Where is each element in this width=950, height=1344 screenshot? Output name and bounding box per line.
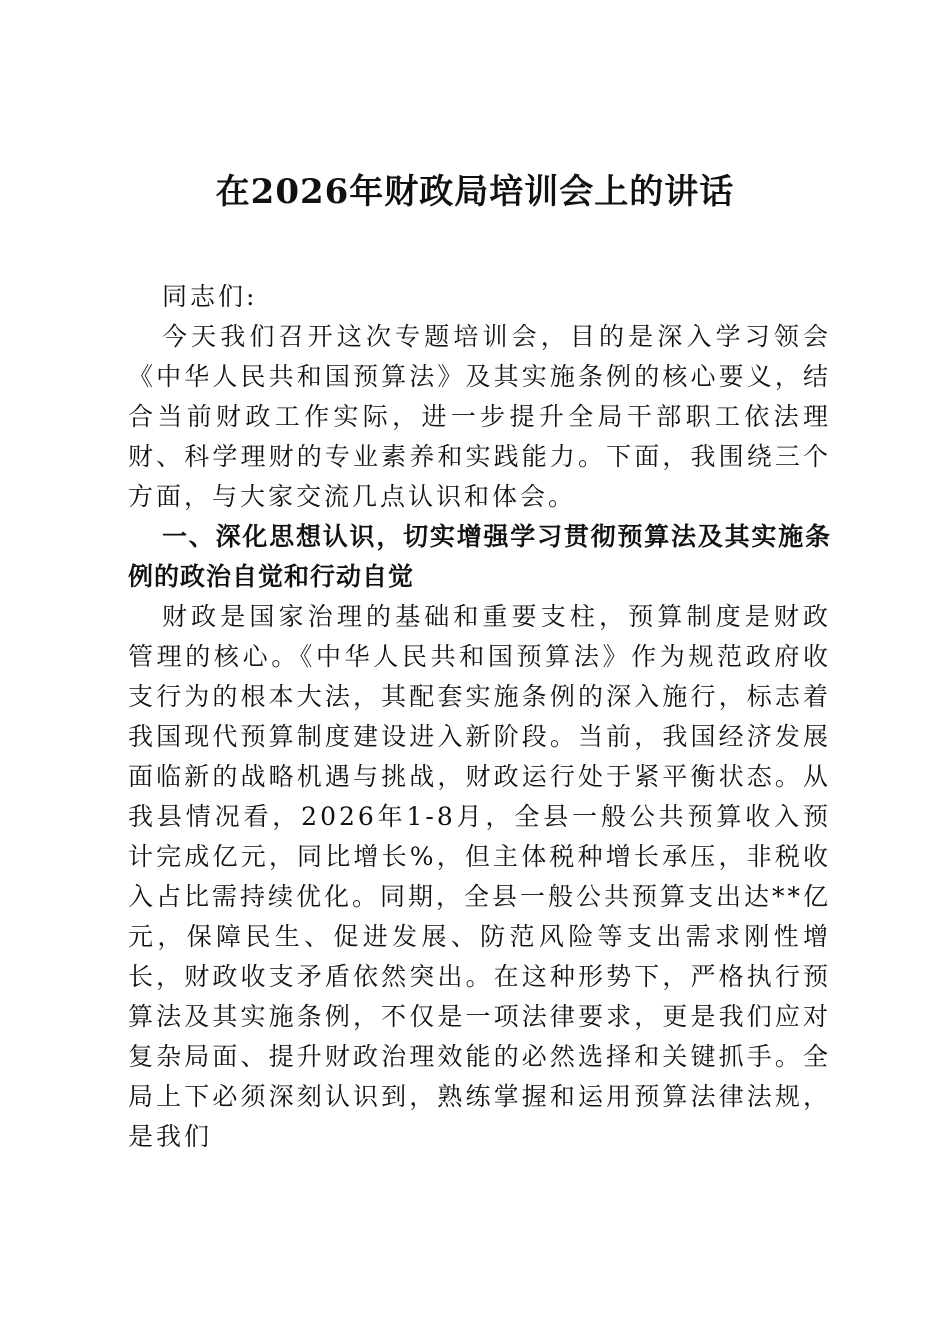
intro-paragraph: 今天我们召开这次专题培训会，目的是深入学习领会《中华人民共和国预算法》及其实施条例的核心要义，结合当前财政工作实际，进一步提升全局干部职工依法理财、科学理财的专业素养和实践能力。下面，我围绕三个方面，与大家交流几点认识和体会。: [128, 322, 831, 511]
document-body: [128, 277, 831, 1157]
section-1-paragraph: 财政是国家治理的基础和重要支柱，预算制度是财政管理的核心。《中华人民共和国预算法》作为规范政府收支行为的根本大法，其配套实施条例的深入施行，标志着我国现代预算制度建设进入新阶段。当前，我国经济发展面临新的战略机遇与挑战，财政运行处于紧平衡状态。从我县情况看，2026年1-8月，全县一般公共预算收入预计完成亿元，同比增长%，但主体税种增长承压，非税收入占比需持续优化。同期，全县一般公共预算支出达**亿元，保障民生、促进发展、防范风险等支出需求刚性增长，财政收支矛盾依然突出。在这种形势下，严格执行预算法及其实施条例，不仅是一项法律要求，更是我们应对复杂局面、提升财政治理效能的必然选择和关键抓手。全局上下必须深刻认识到，熟练掌握和运用预算法律法规，是我们: [128, 602, 832, 1151]
salutation: 同志们:: [162, 282, 258, 311]
section-1-heading: 一、深化思想认识，切实增强学习贯彻预算法及其实施条例的政治自觉和行动自觉: [128, 522, 831, 591]
document-title: 在2026年财政局培训会上的讲话: [215, 172, 735, 212]
